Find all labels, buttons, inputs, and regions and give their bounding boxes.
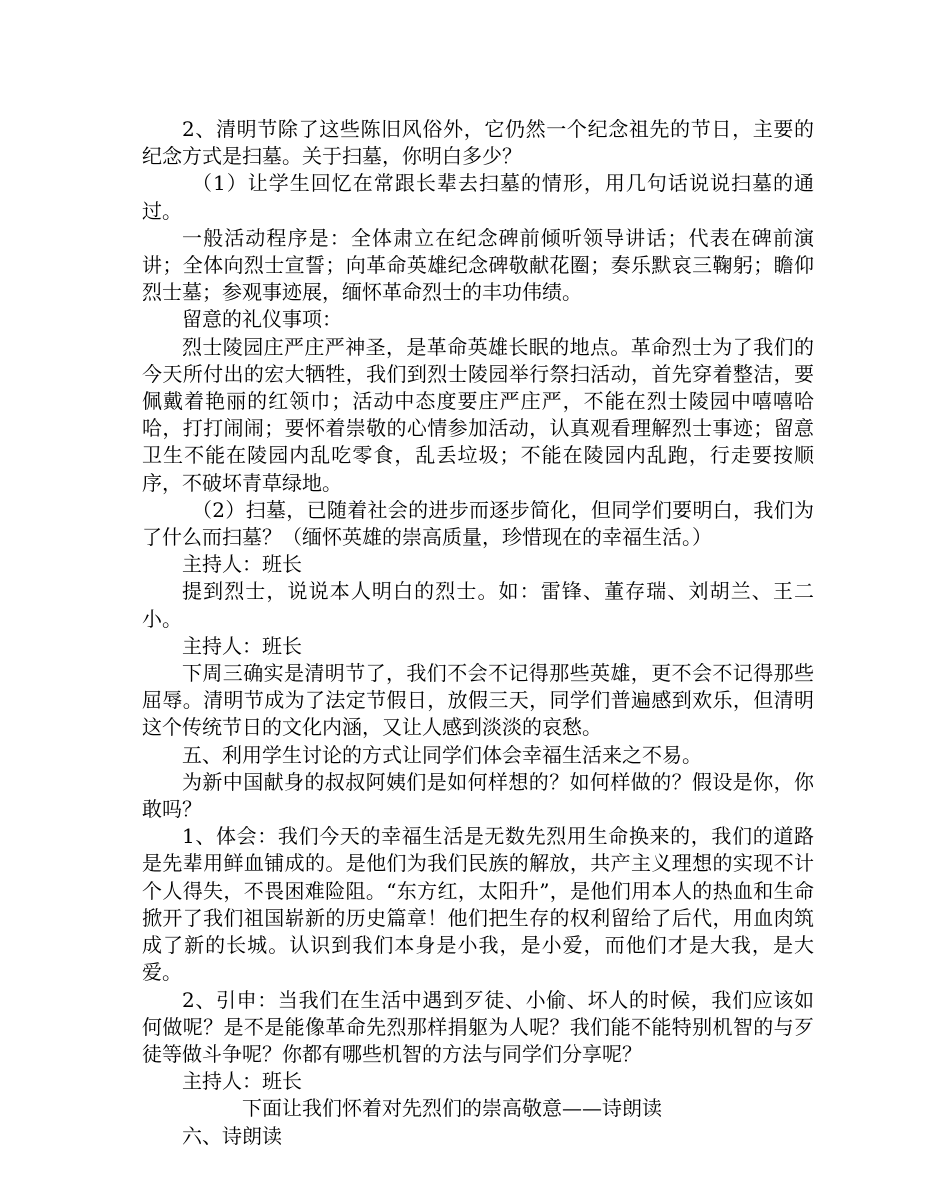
paragraph-known-martyrs: 提到烈士，说说本人明白的烈士。如：雷锋、董存瑞、刘胡兰、王二小。 (142, 579, 814, 631)
paragraph-extension: 2、引申：当我们在生活中遇到歹徒、小偷、坏人的时候，我们应该如何做呢？是不是能像革命先烈那样捐躯为人呢？我们能不能特别机智的与歹徒等做斗争呢？你都有哪些机智的方法与同学们分享呢？ (142, 987, 814, 1066)
document-body (142, 116, 814, 1150)
paragraph-host-2: 主持人：班长 (182, 633, 302, 658)
paragraph-etiquette-details: 烈士陵园庄严庄严神圣，是革命英雄长眠的地点。革命烈士为了我们的今天所付出的宏大牺牲，我们到烈士陵园举行祭扫活动，首先穿着整洁，要佩戴着艳丽的红领巾；活动中态度要庄严庄严，不能在烈士陵园中嘻嘻哈哈，打打闹闹；要怀着崇敬的心情参加活动，认真观看理解烈士事迹；留意卫生不能在陵园内乱吃零食，乱丢垃圾；不能在陵园内乱跑，行走要按顺序，不破坏青草绿地。 (142, 334, 814, 495)
paragraph-section-five-heading: 五、利用学生讨论的方式让同学们体会幸福生活来之不易。 (182, 742, 702, 767)
paragraph-why-tomb-sweeping: （2）扫墓，已随着社会的进步而逐步简化，但同学们要明白，我们为了什么而扫墓？（缅怀英雄的崇高质量，珍惜现在的幸福生活。） (142, 497, 814, 550)
paragraph-section-six-heading: 六、诗朗读 (182, 1123, 282, 1148)
paragraph-poem-intro: 下面让我们怀着对先烈们的崇高敬意——诗朗读 (242, 1096, 662, 1121)
paragraph-activity-procedure: 一般活动程序是：全体肃立在纪念碑前倾听领导讲话；代表在碑前演讲；全体向烈士宣誓；向革命英雄纪念碑敬献花圈；奏乐默哀三鞠躬；瞻仰烈士墓；参观事迹展，缅怀革命烈士的丰功伟绩。 (142, 225, 814, 305)
paragraph-host-3: 主持人：班长 (182, 1069, 302, 1094)
paragraph-reflection: 1、体会：我们今天的幸福生活是无数先烈用生命换来的，我们的道路是先辈用鲜血铺成的。是他们为我们民族的解放，共产主义理想的实现不计个人得失，不畏困难险阻。“东方红，太阳升”，是他们用本人的热血和生命掀开了我们祖国崭新的历史篇章！他们把生存的权利留给了后代，用血肉筑成了新的长城。认识到我们本身是小我，是小爱，而他们才是大我，是大爱。 (142, 824, 814, 985)
paragraph-recall-tomb-sweeping: （1）让学生回忆在常跟长辈去扫墓的情形，用几句话说说扫墓的通过。 (142, 171, 814, 223)
paragraph-qingming-holiday: 下周三确实是清明节了，我们不会不记得那些英雄，更不会不记得那些屈辱。清明节成为了法定节假日，放假三天，同学们普遍感到欢乐，但清明这个传统节日的文化内涵，又让人感到淡淡的哀愁。 (142, 661, 814, 740)
paragraph-question: 为新中国献身的叔叔阿姨们是如何样想的？如何样做的？假设是你，你敢吗？ (142, 769, 814, 822)
paragraph-tomb-sweeping-intro: 2、清明节除了这些陈旧风俗外，它仍然一个纪念祖先的节日，主要的纪念方式是扫墓。关于扫墓，你明白多少？ (142, 117, 814, 169)
paragraph-host-1: 主持人：班长 (182, 552, 302, 577)
paragraph-etiquette-heading: 留意的礼仪事项： (182, 307, 342, 332)
